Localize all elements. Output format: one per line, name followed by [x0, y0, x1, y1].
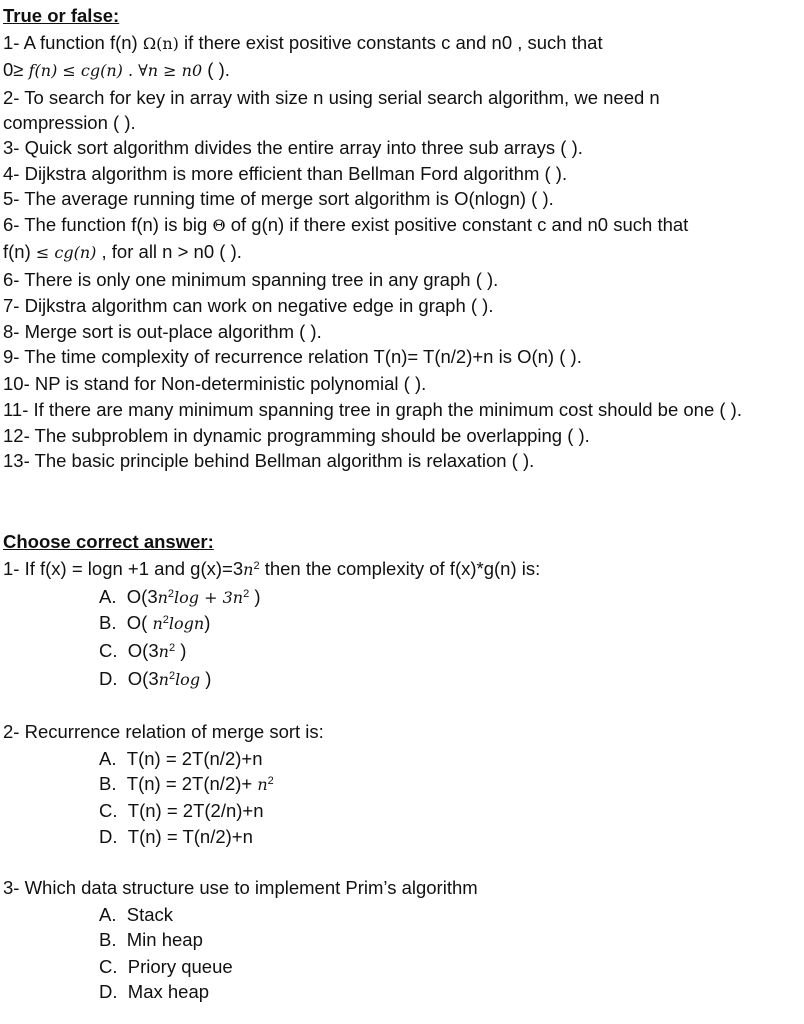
mc-q3-option-b — [99, 929, 203, 951]
option-label: D. — [99, 826, 118, 847]
mc-q2-option-d — [99, 826, 253, 848]
option-math: logn — [168, 614, 205, 633]
mc-q1-text-c: then the complexity of f(x)*g(n) is: — [259, 558, 541, 579]
tf-question-7: 7- Dijkstra algorithm can work on negative edge in graph ( ). — [3, 295, 494, 316]
option-math: log + 3n — [174, 588, 244, 607]
option-text: Min heap — [126, 929, 203, 950]
tf-q6-theta: Θ — [212, 216, 226, 235]
tf-question-5: 5- The average running time of merge sort algorithm is O(nlogn) ( ). — [3, 188, 554, 209]
option-label: B. — [99, 612, 117, 633]
option-label: A. — [99, 586, 117, 607]
tf-question-10: 10- NP is stand for Non-deterministic polynomial ( ). — [3, 373, 427, 394]
tf-question-3: 3- Quick sort algorithm divides the entire array into three sub arrays ( ). — [3, 137, 583, 158]
tf-q1-omega: Ω(n) — [142, 34, 179, 53]
option-exp: 2 — [267, 774, 274, 787]
tf-question-4: 4- Dijkstra algorithm is more efficient than Bellman Ford algorithm ( ). — [3, 163, 568, 184]
mc-q1-option-d — [99, 668, 211, 691]
tf-q6b-math: ≤ cg(n) — [35, 243, 97, 262]
mc-q1-option-c — [99, 640, 186, 663]
tf-question-2-cont: compression ( ). — [3, 112, 136, 133]
tf-question-6 — [3, 214, 688, 237]
mc-q3-option-d — [99, 981, 209, 1003]
option-label: C. — [99, 640, 118, 661]
option-text: O(3 — [127, 668, 159, 689]
mc-q1-text-a: 1- If f(x) = logn +1 and g(x)=3 — [3, 558, 244, 579]
option-label: B. — [99, 929, 117, 950]
mc-q1-option-b — [99, 612, 210, 635]
tf-question-13: 13- The basic principle behind Bellman algorithm is relaxation ( ). — [3, 450, 535, 471]
tf-question-12: 12- The subproblem in dynamic programming should be overlapping ( ). — [3, 425, 590, 446]
mc-q2-option-c — [99, 800, 264, 822]
tf-q1-text-a: 1- A function f(n) — [3, 32, 143, 53]
option-math: n — [158, 642, 169, 661]
option-text: ) — [200, 668, 212, 689]
option-text: Priory queue — [127, 956, 233, 977]
option-math: n — [158, 670, 169, 689]
option-text: T(n) = 2T(n/2)+n — [126, 748, 263, 769]
mc-q2-option-b — [99, 773, 274, 796]
mc-q1-option-a — [99, 586, 261, 609]
option-text: Stack — [126, 904, 174, 925]
tf-question-2: 2- To search for key in array with size n using serial search algorithm, we need n — [3, 87, 660, 108]
mc-q2-option-a — [99, 748, 262, 770]
tf-q1-text-c: if there exist positive constants c and n0 , such that — [178, 32, 603, 53]
option-text: O(3 — [127, 640, 159, 661]
mc-q1-exp: 2 — [253, 559, 260, 572]
tf-question-9: 9- The time complexity of recurrence relation T(n)= T(n/2)+n is O(n) ( ). — [3, 346, 582, 367]
option-math: n — [152, 614, 163, 633]
option-exp: 2 — [162, 613, 169, 626]
option-exp: 2 — [168, 641, 176, 654]
tf-q1b-text-a: 0≥ — [3, 59, 29, 80]
option-label: B. — [99, 773, 117, 794]
mc-question-1 — [3, 558, 540, 581]
option-math: log — [175, 670, 201, 689]
tf-question-8: 8- Merge sort is out-place algorithm ( ). — [3, 321, 322, 342]
option-math: n — [257, 775, 268, 794]
mc-q1-n: n — [243, 560, 254, 579]
true-false-heading: True or false: — [3, 5, 120, 26]
mc-question-3: 3- Which data structure use to implement Prim’s algorithm — [3, 877, 478, 898]
multiple-choice-heading: Choose correct answer: — [3, 531, 214, 552]
tf-q6b-text-a: f(n) — [3, 241, 36, 262]
tf-question-6-second: 6- There is only one minimum spanning tree in any graph ( ). — [3, 269, 499, 290]
mc-q3-option-a — [99, 904, 173, 926]
option-text: ) — [249, 586, 261, 607]
option-label: A. — [99, 748, 117, 769]
option-text: T(n) = 2T(2/n)+n — [127, 800, 264, 821]
option-text: ) — [204, 612, 211, 633]
option-exp: 2 — [168, 669, 176, 682]
option-label: A. — [99, 904, 117, 925]
tf-question-11: 11- If there are many minimum spanning tree in graph the minimum cost should be one ( ). — [3, 399, 742, 420]
mc-question-2: 2- Recurrence relation of merge sort is: — [3, 721, 324, 742]
option-text: T(n) = T(n/2)+n — [127, 826, 253, 847]
tf-q1b-text-c: ( ). — [202, 59, 230, 80]
option-math: n — [157, 588, 168, 607]
option-text: T(n) = 2T(n/2)+ — [126, 773, 258, 794]
tf-question-1-cont — [3, 59, 230, 82]
tf-q1b-math: f(n) ≤ cg(n) . ∀n ≥ n0 — [28, 61, 203, 80]
option-label: D. — [99, 981, 118, 1002]
option-text: O(3 — [126, 586, 158, 607]
option-text: Max heap — [127, 981, 210, 1002]
option-exp: 2 — [243, 587, 250, 600]
tf-question-6-cont — [3, 241, 242, 264]
option-label: D. — [99, 668, 118, 689]
tf-q6-text-a: 6- The function f(n) is big — [3, 214, 213, 235]
option-label: C. — [99, 956, 118, 977]
option-label: C. — [99, 800, 118, 821]
mc-q3-option-c — [99, 956, 233, 978]
option-text: O( — [126, 612, 153, 633]
option-exp: 2 — [167, 587, 175, 600]
tf-question-1 — [3, 32, 603, 55]
option-text: ) — [175, 640, 187, 661]
tf-q6-text-c: of g(n) if there exist positive constant c and n0 such that — [225, 214, 689, 235]
tf-q6b-text-c: , for all n > n0 ( ). — [96, 241, 242, 262]
